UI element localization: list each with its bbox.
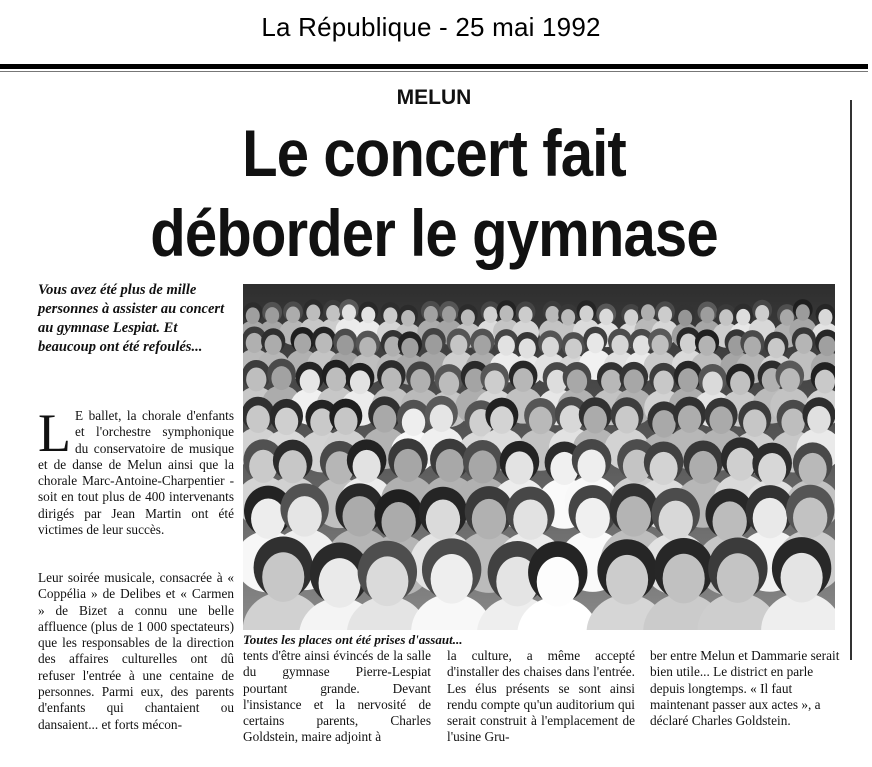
child-face xyxy=(819,336,835,356)
child-face xyxy=(326,367,346,391)
child-face xyxy=(246,307,260,324)
child-face xyxy=(246,333,263,353)
child-face xyxy=(474,335,491,355)
child-face xyxy=(383,307,397,324)
child-face xyxy=(513,368,533,392)
child-face xyxy=(542,337,559,357)
drop-cap: L xyxy=(38,403,71,463)
child-face xyxy=(717,553,759,603)
child-face xyxy=(353,450,381,483)
child-face xyxy=(650,452,678,485)
child-face xyxy=(652,335,669,355)
child-face xyxy=(430,404,453,432)
child-face xyxy=(402,408,425,436)
child-face xyxy=(768,338,785,358)
child-face xyxy=(795,334,812,354)
child-face xyxy=(519,307,533,324)
child-face xyxy=(286,307,300,324)
child-face xyxy=(394,449,422,482)
child-face xyxy=(461,309,475,326)
child-face xyxy=(271,366,291,390)
child-face xyxy=(246,405,269,433)
child-face xyxy=(606,555,648,605)
child-face xyxy=(287,496,321,536)
child-face xyxy=(326,305,340,322)
clipping-right-border xyxy=(850,100,852,660)
child-face xyxy=(450,335,467,355)
child-face xyxy=(744,336,761,356)
child-face xyxy=(359,337,376,357)
child-face xyxy=(537,557,579,607)
header-rule-thick xyxy=(0,64,868,69)
child-face xyxy=(442,306,456,323)
child-face xyxy=(498,336,515,356)
child-face xyxy=(439,372,459,396)
child-face xyxy=(624,309,638,326)
child-face xyxy=(678,368,698,392)
choir-photo xyxy=(243,284,835,630)
child-face xyxy=(426,499,460,539)
child-face xyxy=(485,370,505,394)
child-face xyxy=(799,453,827,486)
article-column-4: ber entre Melun et Dammarie serait bien utile... Le district en parle depuis longtemps. « Il faut maintenant passer aux actes », a déclaré Charles Goldstein. xyxy=(650,648,840,729)
child-face xyxy=(424,306,438,323)
child-face xyxy=(265,335,282,355)
child-face xyxy=(275,408,298,436)
child-face xyxy=(381,502,415,542)
child-face xyxy=(251,498,285,538)
child-face xyxy=(294,333,311,353)
child-face xyxy=(279,450,307,483)
child-face xyxy=(753,498,787,538)
child-face xyxy=(373,405,396,433)
child-face xyxy=(246,367,266,391)
child-face xyxy=(755,305,769,322)
child-face xyxy=(658,306,672,323)
child-face xyxy=(545,306,559,323)
child-face xyxy=(719,309,733,326)
child-face xyxy=(611,335,628,355)
child-face xyxy=(624,369,644,393)
article-paragraph-1 xyxy=(38,403,234,538)
child-face xyxy=(818,309,832,326)
child-face xyxy=(698,336,715,356)
child-face xyxy=(796,304,810,321)
child-face xyxy=(578,449,606,482)
child-face xyxy=(743,409,766,437)
child-face xyxy=(472,499,506,539)
page-header: La République - 25 mai 1992 xyxy=(261,12,601,42)
child-face xyxy=(601,370,621,394)
child-face xyxy=(579,305,593,322)
child-face xyxy=(615,406,638,434)
child-face xyxy=(652,410,675,438)
child-face xyxy=(702,372,722,396)
child-face xyxy=(529,407,552,435)
child-face xyxy=(381,368,401,392)
child-face xyxy=(401,338,418,358)
child-face xyxy=(342,304,356,321)
child-face xyxy=(617,496,651,536)
child-face xyxy=(342,496,376,536)
child-face xyxy=(780,368,800,392)
child-face xyxy=(727,448,755,481)
child-face xyxy=(709,406,732,434)
child-face xyxy=(807,406,830,434)
child-face xyxy=(410,369,430,393)
child-face xyxy=(366,556,408,606)
article-paragraph-2: Leur soirée musicale, consacrée à « Coppélia » de Delibes et « Carmen » de Bizet a connu une belle affluence (plus de 1 000 spectateurs) que les responsables de la direction des affaires culturelles ont dû refuser l'entrée à une centaine de personnes. Parmi eux, des parents d'enfants qui chantaient ou dansaient... et forts mécon- xyxy=(38,570,234,732)
child-face xyxy=(599,309,613,326)
child-face xyxy=(678,405,701,433)
header-rule-thin xyxy=(0,71,868,72)
child-face xyxy=(300,369,320,393)
child-face xyxy=(576,498,610,538)
child-face xyxy=(425,334,442,354)
child-face xyxy=(781,553,823,603)
headline-line-2: déborder le gymnase xyxy=(150,196,718,270)
article-lead: Vous avez été plus de mille personnes à assister au concert au gymnase Lespiat. Et beaucoup ont été refoulés... xyxy=(38,282,225,355)
child-face xyxy=(565,338,582,358)
child-face xyxy=(350,370,370,394)
child-face xyxy=(483,306,497,323)
child-face xyxy=(249,450,277,483)
child-face xyxy=(436,449,464,482)
child-face xyxy=(689,451,717,484)
child-face xyxy=(680,333,697,353)
child-face xyxy=(315,333,332,353)
child-face xyxy=(490,406,513,434)
section-kicker: MELUN xyxy=(396,86,472,109)
paragraph-1-text: E ballet, la chorale d'enfants et l'orchestre symphonique du conservatoire de musique et de danse de Melun ainsi que la chorale Marc-Antoine-Charpentier -soit en tout plus de 400 intervenants dirigés par Jean Martin ont été victimes de leur succès. xyxy=(38,408,234,538)
child-face xyxy=(815,370,835,394)
child-face xyxy=(319,558,361,608)
child-face xyxy=(337,335,354,355)
child-face xyxy=(431,554,473,604)
child-face xyxy=(641,304,655,321)
child-face xyxy=(401,310,415,327)
child-face xyxy=(781,408,804,436)
child-face xyxy=(361,307,375,324)
child-face xyxy=(659,501,693,541)
child-face xyxy=(584,406,607,434)
child-face xyxy=(736,309,750,326)
child-face xyxy=(567,370,587,394)
child-face xyxy=(730,371,750,395)
child-face xyxy=(262,552,304,602)
child-face xyxy=(653,370,673,394)
article-column-2: tents d'être ainsi évincés de la salle du gymnase Pierre-Lespiat pourtant grande. Devant l'insistance et la nervosité de certains parents, Charles Goldstein, maire adjoint à xyxy=(243,648,431,745)
child-face xyxy=(587,333,604,353)
child-face xyxy=(469,450,497,483)
child-face xyxy=(513,499,547,539)
child-face xyxy=(561,309,575,326)
child-face xyxy=(793,498,827,538)
child-face xyxy=(500,305,514,322)
child-face xyxy=(306,305,320,322)
child-face xyxy=(678,310,692,327)
child-face xyxy=(633,335,650,355)
child-face xyxy=(663,554,705,604)
child-face xyxy=(334,407,357,435)
child-face xyxy=(519,338,536,358)
child-face xyxy=(265,307,279,324)
photo-caption: Toutes les places ont été prises d'assaut... xyxy=(243,632,463,647)
child-face xyxy=(700,307,714,324)
article-column-3: la culture, a même accepté d'installer des chaises dans l'entrée. Les élus présents se sont ainsi rendu compte qu'un auditorium qui serait construit à l'emplacement de l'usine Gru- xyxy=(447,648,635,745)
headline-line-1: Le concert fait xyxy=(242,116,626,190)
child-face xyxy=(758,453,786,486)
child-face xyxy=(505,451,533,484)
choir-photo-illustration xyxy=(243,284,835,630)
child-face xyxy=(713,501,747,541)
